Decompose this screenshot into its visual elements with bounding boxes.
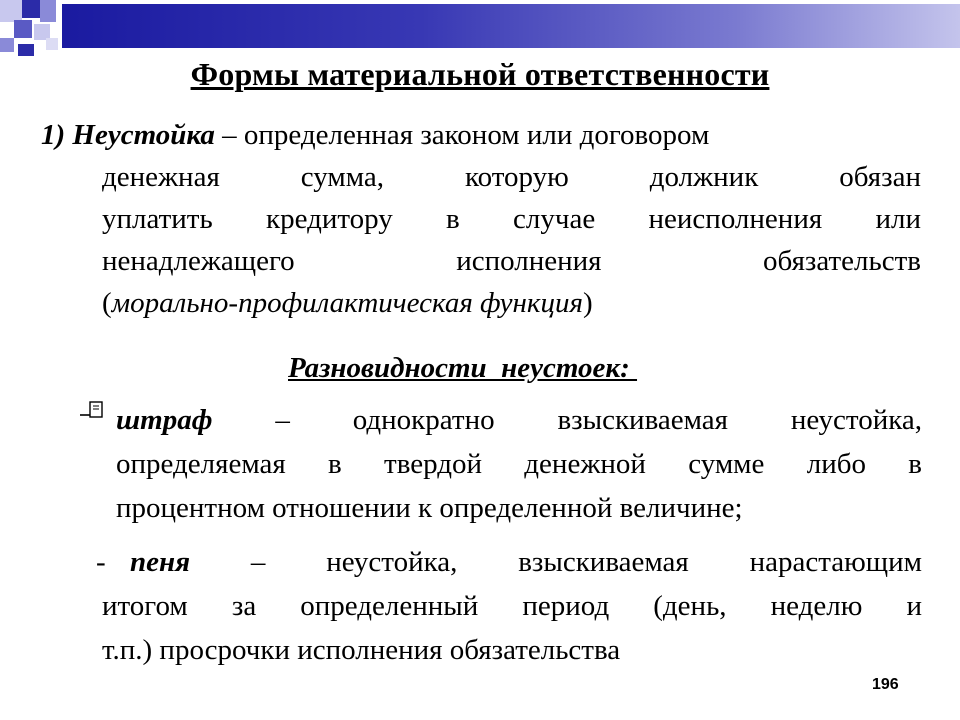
point-1-line: ненадлежащего исполнения обязательств bbox=[102, 245, 921, 277]
fine-line: определяемая в твердой денежной сумме либо в bbox=[116, 448, 922, 480]
decor-square bbox=[0, 38, 14, 52]
list-item-penalty-continuation bbox=[102, 584, 922, 672]
list-dash-bullet: - bbox=[96, 546, 106, 578]
fine-definition: – однократно взыскиваемая неустойка, bbox=[212, 404, 922, 436]
penalty-line: т.п.) просрочки исполнения обязательства bbox=[102, 634, 621, 666]
decor-square bbox=[14, 20, 32, 38]
point-1-line: уплатить кредитору в случае неисполнения или bbox=[102, 203, 921, 235]
decor-square bbox=[0, 0, 22, 22]
decor-square bbox=[22, 0, 40, 18]
list-item-penalty bbox=[130, 540, 922, 584]
fine-line: процентном отношении к определенной величине; bbox=[116, 492, 743, 524]
decor-square bbox=[40, 0, 56, 22]
point-1-first-line bbox=[41, 114, 921, 156]
point-1-note: морально-профилактическая функция bbox=[111, 287, 583, 319]
point-1-number: 1) bbox=[41, 119, 66, 151]
subtitle-penalty-types: Разновидности неустоек: bbox=[288, 352, 638, 384]
list-item-fine bbox=[116, 398, 922, 530]
point-1-definition-first: – определенная законом или договором bbox=[222, 119, 710, 151]
slide-title: Формы материальной ответственности bbox=[190, 56, 770, 92]
penalty-term: пеня bbox=[130, 546, 191, 578]
penalty-line: итогом за определенный период (день, неделю и bbox=[102, 590, 922, 622]
note-open-paren: ( bbox=[102, 287, 112, 319]
note-close-paren: ) bbox=[582, 287, 593, 319]
fine-first-line bbox=[116, 398, 922, 442]
point-1-continuation bbox=[102, 156, 921, 324]
fine-term: штраф bbox=[116, 404, 213, 436]
point-1-line: денежная сумма, которую должник обязан bbox=[102, 161, 921, 193]
point-1-term: Неустойка bbox=[72, 119, 215, 151]
header-gradient-bar bbox=[62, 4, 960, 48]
decor-square bbox=[46, 38, 58, 50]
penalty-first-line bbox=[130, 540, 922, 584]
point-1-paragraph bbox=[41, 114, 921, 324]
decor-square bbox=[18, 44, 34, 56]
point-1-note-line bbox=[102, 282, 921, 324]
document-bullet-icon bbox=[78, 400, 106, 424]
penalty-definition: – неустойка, взыскиваемая нарастающим bbox=[190, 546, 922, 578]
page-number: 196 bbox=[872, 676, 899, 693]
